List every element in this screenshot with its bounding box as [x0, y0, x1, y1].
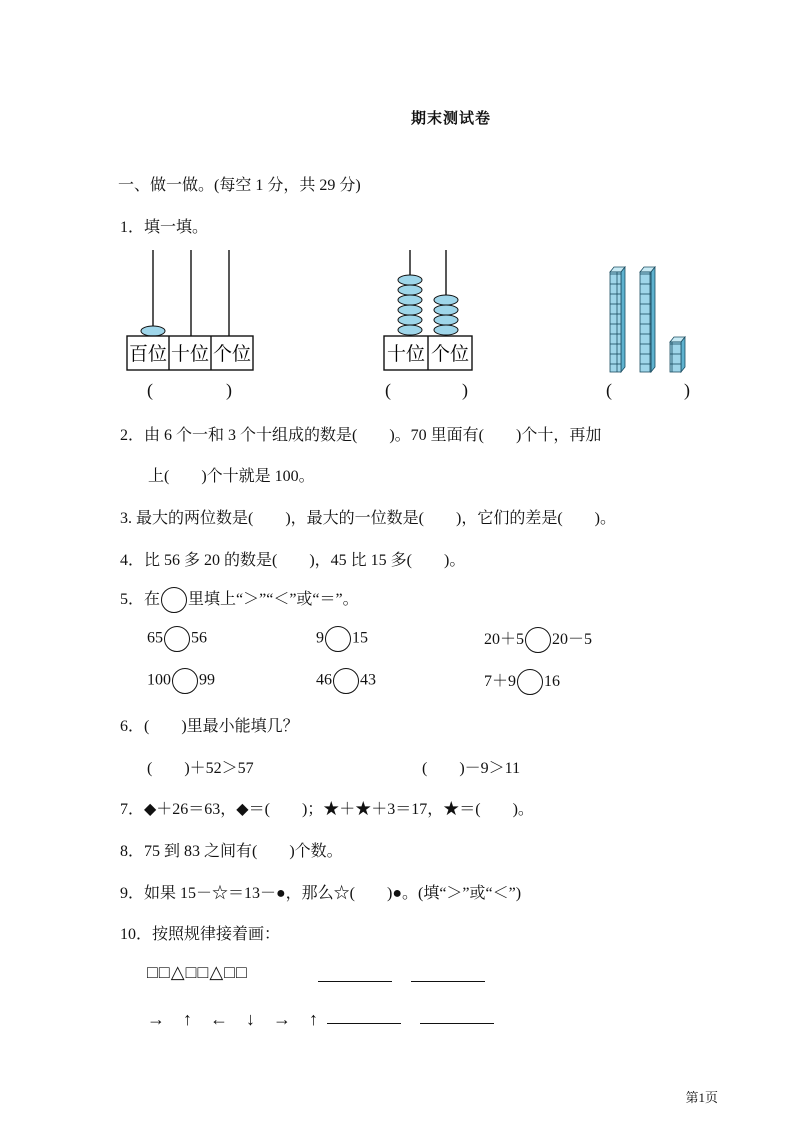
answer-blank-3[interactable] [327, 1009, 401, 1024]
question-6a: ( )＋52＞57 [147, 760, 254, 777]
place-label-hundreds: 百位 [128, 344, 168, 365]
compare-item-1: 65 56 [147, 626, 207, 652]
question-8: 8．75 到 83 之间有( )个数。 [120, 843, 343, 860]
abacus-two-digit [380, 248, 476, 376]
question-2-line-1: 2．由 6 个一和 3 个十组成的数是( )。70 里面有( )个十，再加 [120, 427, 602, 444]
question-5-label [120, 586, 359, 613]
answer-blank-1[interactable] [318, 967, 392, 982]
question-6-label: 6．( )里最小能填几？ [120, 718, 299, 735]
question-1-label: 1．填一填。 [120, 219, 209, 236]
base-ten-blocks [606, 264, 692, 376]
compare-circle [517, 669, 543, 695]
compare-item-2: 9 15 [316, 626, 368, 652]
place-label-tens: 十位 [170, 344, 210, 365]
place-label-ones: 个位 [212, 344, 252, 365]
answer-paren-open-2: ( [385, 380, 391, 400]
question-6b: ( )－9＞11 [422, 760, 521, 777]
answer-paren-close-1: ) [226, 380, 232, 400]
question-9: 9．如果 15－☆＝13－●，那么☆( )●。(填“＞”或“＜”) [120, 885, 522, 902]
question-5-prefix: 5．在 [120, 591, 161, 608]
page-title: 期末测试卷 [410, 111, 491, 127]
compare-circle [172, 668, 198, 694]
arrow-pattern: → ↑ ← ↓ → ↑ [147, 1009, 318, 1029]
question-3: 3. 最大的两位数是( )，最大的一位数是( )，它们的差是( )。 [120, 510, 616, 527]
compare-circle [525, 627, 551, 653]
answer-paren-open-1: ( [147, 380, 153, 400]
page-number: 第1页 [685, 1090, 718, 1105]
compare-item-3: 20＋5 20－5 [484, 626, 592, 653]
answer-paren-open-3: ( [606, 380, 612, 400]
abacus-three-digit [125, 248, 257, 376]
answer-blank-4[interactable] [420, 1009, 494, 1024]
question-2-line-2: 上( )个十就是 100。 [148, 468, 315, 485]
question-7: 7．◆＋26＝63，◆＝( )；★＋★＋3＝17，★＝( )。 [120, 801, 534, 818]
section-heading: 一、做一做。(每空 1 分，共 29 分) [118, 177, 361, 194]
place-label-ones-2: 个位 [430, 344, 470, 365]
shape-pattern: □□△□□△□□ [147, 962, 248, 982]
unit-cubes [670, 337, 685, 372]
question-4: 4．比 56 多 20 的数是( )，45 比 15 多( )。 [120, 552, 466, 569]
compare-item-4: 100 99 [147, 668, 215, 694]
answer-blank-2[interactable] [411, 967, 485, 982]
answer-paren-close-3: ) [684, 380, 690, 400]
compare-item-5: 46 43 [316, 668, 376, 694]
compare-circle [161, 587, 187, 613]
compare-item-6: 7＋9 16 [484, 668, 560, 695]
answer-paren-close-2: ) [462, 380, 468, 400]
place-label-tens-2: 十位 [386, 344, 426, 365]
question-5-suffix: 里填上“＞”“＜”或“＝”。 [188, 591, 359, 608]
ten-rod-1 [610, 267, 625, 372]
ten-rod-2 [640, 267, 655, 372]
question-10-label: 10．按照规律接着画： [120, 926, 281, 943]
compare-circle [333, 668, 359, 694]
compare-circle [164, 626, 190, 652]
compare-circle [325, 626, 351, 652]
